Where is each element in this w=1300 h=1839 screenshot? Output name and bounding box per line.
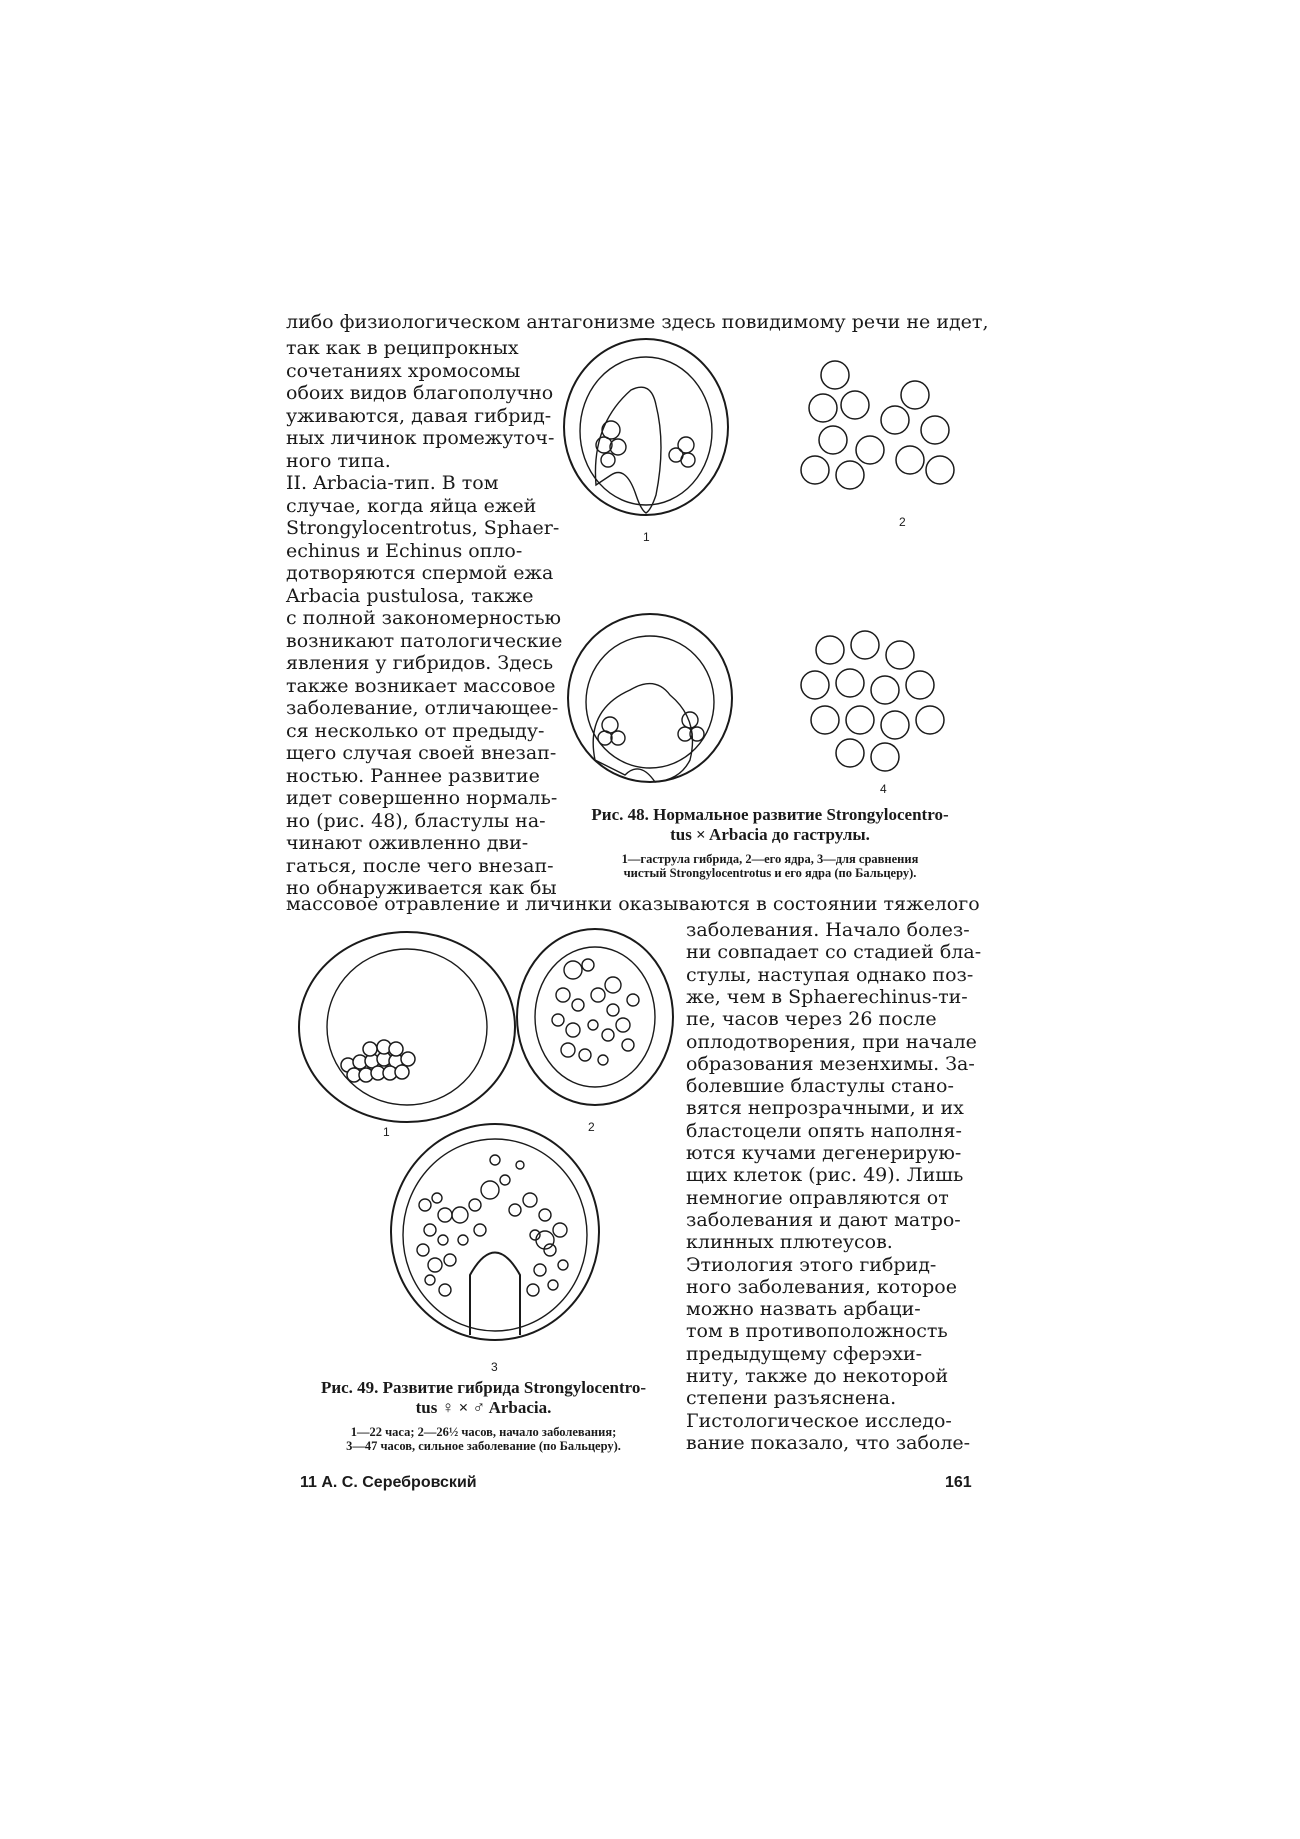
left-col-line: ностью. Раннее развитие xyxy=(286,764,540,787)
left-col-line: гаться, после чего внезап- xyxy=(286,854,554,877)
figure-49-label-3: 3 xyxy=(491,1360,498,1374)
figure-48-panel-2 xyxy=(795,350,965,510)
right-col-line: предыдущему сферэхи- xyxy=(686,1342,923,1365)
figure-49-caption-title-2: tus ♀ × ♂ Arbacia. xyxy=(415,1398,552,1417)
footer-signature: 11 А. С. Серебровский xyxy=(300,1474,477,1491)
figure-48-caption-note-2: чистый Strongylocentrotus и его ядра (по Бальцеру). xyxy=(623,866,917,880)
figure-49-caption-title-1: Рис. 49. Развитие гибрида Strongylocentro- xyxy=(320,1378,647,1397)
right-col-line: ного заболевания, которое xyxy=(686,1275,957,1298)
left-col-line: обоих видов благополучно xyxy=(286,382,554,404)
right-col-line: Гистологическое исследо- xyxy=(686,1409,952,1432)
left-col-line: ных личинок промежуточ- xyxy=(286,427,555,449)
gastrula-outer-membrane xyxy=(564,339,728,515)
right-col-line: том в противоположность xyxy=(686,1320,948,1343)
page-number: 161 xyxy=(945,1474,972,1491)
right-col-line: оплодотворения, при начале xyxy=(686,1030,977,1053)
left-col-line: но обнаруживается как бы xyxy=(286,877,557,899)
figure-49-panel-1 xyxy=(290,925,525,1125)
left-col-line: идет совершенно нормаль- xyxy=(286,787,558,809)
text-line-full-1: либо физиологическом антагонизме здесь повидимому речи не идет, xyxy=(286,311,989,333)
right-col-line: заболевания и дают матро- xyxy=(686,1208,961,1231)
right-col-line: ются кучами дегенерирую- xyxy=(686,1142,962,1164)
right-col-line: можно назвать арбаци- xyxy=(686,1298,921,1321)
figure-48-panel-3 xyxy=(560,610,740,790)
right-col-line: стулы, наступая однако поз- xyxy=(686,963,974,986)
left-col-line: Strongylocentrotus, Sphaer- xyxy=(286,517,560,539)
figure-48-panel-4 xyxy=(790,625,960,775)
right-col-line: вание показало, что заболе- xyxy=(686,1431,971,1454)
right-col-line: заболевания. Начало болез- xyxy=(686,919,970,941)
left-col-line: II. Arbacia-тип. В том xyxy=(286,472,499,494)
left-col-line: явления у гибридов. Здесь xyxy=(286,652,554,674)
left-col-line: но (рис. 48), бластулы на- xyxy=(286,809,546,832)
left-col-line: с полной закономерностью xyxy=(286,607,562,629)
right-col-line: пе, часов через 26 после xyxy=(686,1008,937,1031)
right-col-line: болевшие бластулы стано- xyxy=(686,1075,954,1098)
left-col-line: случае, когда яйца ежей xyxy=(286,494,537,517)
figure-48-caption-title-1: Рис. 48. Нормальное развитие Strongylocentro- xyxy=(591,805,949,824)
figure-49-label-2: 2 xyxy=(588,1120,595,1134)
right-col-line: же, чем в Sphaerechinus-ти- xyxy=(686,985,968,1008)
left-col-line: заболевание, отличающее- xyxy=(286,697,559,719)
text-line-full-2: массовое отравление и личинки оказываются в состоянии тяжелого xyxy=(286,893,980,915)
right-col-line: ни совпадает со стадией бла- xyxy=(686,941,982,964)
left-col-line: сочетаниях хромосомы xyxy=(286,359,521,382)
left-col-line: ного типа. xyxy=(286,449,391,472)
left-col-line: щего случая своей внезап- xyxy=(286,742,557,764)
left-col-line: уживаются, давая гибрид- xyxy=(286,404,552,427)
left-col-line: дотворяются спермой ежа xyxy=(286,562,554,584)
right-col-line: щих клеток (рис. 49). Лишь xyxy=(686,1164,964,1187)
figure-49-caption-note-1: 1—22 часа; 2—26½ часов, начало заболевания; xyxy=(350,1425,617,1439)
figure-49-caption-note-2: 3—47 часов, сильное заболевание (по Бальцеру). xyxy=(346,1439,621,1453)
figure-49-label-1: 1 xyxy=(383,1125,390,1139)
right-col-line: бластоцели опять наполня- xyxy=(686,1119,962,1142)
right-col-line: ниту, также до некоторой xyxy=(686,1365,949,1387)
left-col-line: возникают патологические xyxy=(286,629,563,652)
figure-48-panel-1 xyxy=(556,335,736,535)
left-col-line: ся несколько от предыду- xyxy=(286,719,545,742)
right-col-line: клинных плютеусов. xyxy=(686,1231,893,1254)
figure-48-caption-note-1: 1—гаструла гибрида, 2—его ядра, 3—для сравнения xyxy=(621,852,919,866)
left-col-line: также возникает массовое xyxy=(286,674,556,697)
left-col-line: Arbacia pustulosa, также xyxy=(286,584,534,607)
figure-48-label-2: 2 xyxy=(899,515,906,529)
right-col-line: немногие оправляются от xyxy=(686,1186,949,1209)
figure-49-panel-2 xyxy=(513,925,678,1115)
left-col-line: echinus и Echinus опло- xyxy=(286,539,523,562)
figure-48-label-1: 1 xyxy=(643,530,650,544)
figure-48-label-4: 4 xyxy=(880,782,887,796)
figure-49-panel-3 xyxy=(385,1120,605,1360)
left-col-line: так как в реципрокных xyxy=(286,337,519,359)
figure-48-caption-title-2: tus × Arbacia до гаструлы. xyxy=(670,825,870,844)
left-col-line: чинают оживленно дви- xyxy=(286,832,529,854)
right-col-line: вятся непрозрачными, и их xyxy=(686,1097,964,1120)
right-col-line: степени разъяснена. xyxy=(686,1387,897,1410)
right-col-line: образования мезенхимы. За- xyxy=(686,1052,975,1075)
right-col-line: Этиология этого гибрид- xyxy=(686,1253,937,1276)
